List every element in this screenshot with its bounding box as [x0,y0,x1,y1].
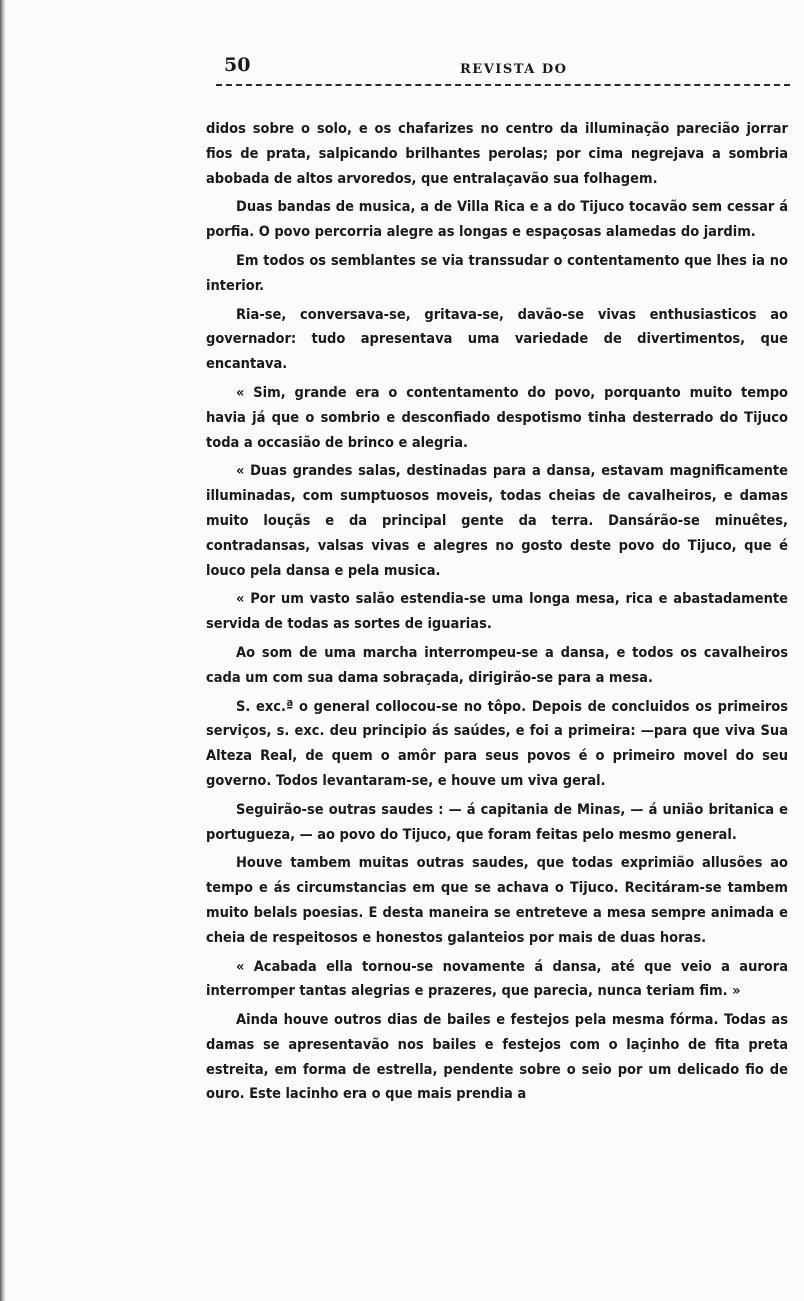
page-header [210,52,790,88]
paragraph: « Acabada ella tornou-se novamente á dansa, até que veio a aurora interromper tantas alegrias e prazeres, que parecia, nunca teriam fim. » [206,958,788,1000]
paragraph: « Duas grandes salas, destinadas para a dansa, estavam magnificamente illuminadas, com sumptuosos moveis, todas cheias de cavalheiros, e damas muito louçãs e da principal gente da terra. Dansárão-se minuêtes, contradansas, valsas vivas e alegres no gosto deste povo do Tijuco, que é louco pela dansa e pela musica. [206,463,788,579]
paragraph: Em todos os semblantes se via transsudar o contentamento que lhes ia no interior. [206,252,788,294]
paragraph: Duas bandas de musica, a de Villa Rica e a do Tijuco tocavão sem cessar á porfia. O povo percorria alegre as longas e espaçosas alamedas do jardim. [206,199,788,241]
paragraph: Ainda houve outros dias de bailes e festejos pela mesma fórma. Todas as damas se apresentavão nos bailes e festejos com o laçinho de fita preta estreita, em forma de estrella, pendente sobre o seio por um delicado fio de ouro. Este lacinho era o que mais prendia a [206,1012,788,1103]
paragraph: Houve tambem muitas outras saudes, que todas exprimião allusões ao tempo e ás circumstancias em que se achava o Tijuco. Recitáram-se tambem muito belals poesias. E desta maneira se entreteve a mesa sempre animada e cheia de respeitosos e honestos galanteios por mais de duas horas. [206,855,788,946]
page-binding-edge [0,0,6,1301]
paragraph: « Sim, grande era o contentamento do povo, porquanto muito tempo havia já que o sombrio e desconfiado despotismo tinha desterrado do Tijuco toda a occasião de brinco e alegria. [206,384,788,451]
paragraph: didos sobre o solo, e os chafarizes no centro da illuminação parecião jorrar fios de prata, salpicando brilhantes perolas; por cima negrejava a sombria abobada de altos arvoredos, que entralaçavão sua folhagem. [206,121,788,187]
paragraph: Seguirão-se outras saudes : — á capitania de Minas, — á união britanica e portugueza, — ao povo do Tijuco, que foram feitas pelo mesmo general. [206,801,788,843]
paragraph: S. exc.ª o general collocou-se no tôpo. Depois de concluidos os primeiros serviços, s. exc. deu principio ás saúdes, e foi a primeira: —para que viva Sua Alteza Real, de quem o amôr para seus povos é o primeiro movel do seu governo. Todos levantaram-se, e houve um viva geral. [206,698,788,789]
paragraph: « Por um vasto salão estendia-se uma longa mesa, rica e abastadamente servida de todas as sortes de iguarias. [206,591,788,633]
body-text [206,117,788,1111]
paragraph: Ao som de uma marcha interrompeu-se a dansa, e todos os cavalheiros cada um com sua dama sobraçada, dirigirão-se para a mesa. [206,644,788,686]
paragraph: Ria-se, conversava-se, gritava-se, davão-se vivas enthusiasticos ao governador: tudo apresentava uma variedade de divertimentos, que encantava. [206,306,788,373]
header-rule [216,84,790,86]
page-number: 50 [224,54,251,76]
running-title: REVISTA DO [460,62,568,77]
